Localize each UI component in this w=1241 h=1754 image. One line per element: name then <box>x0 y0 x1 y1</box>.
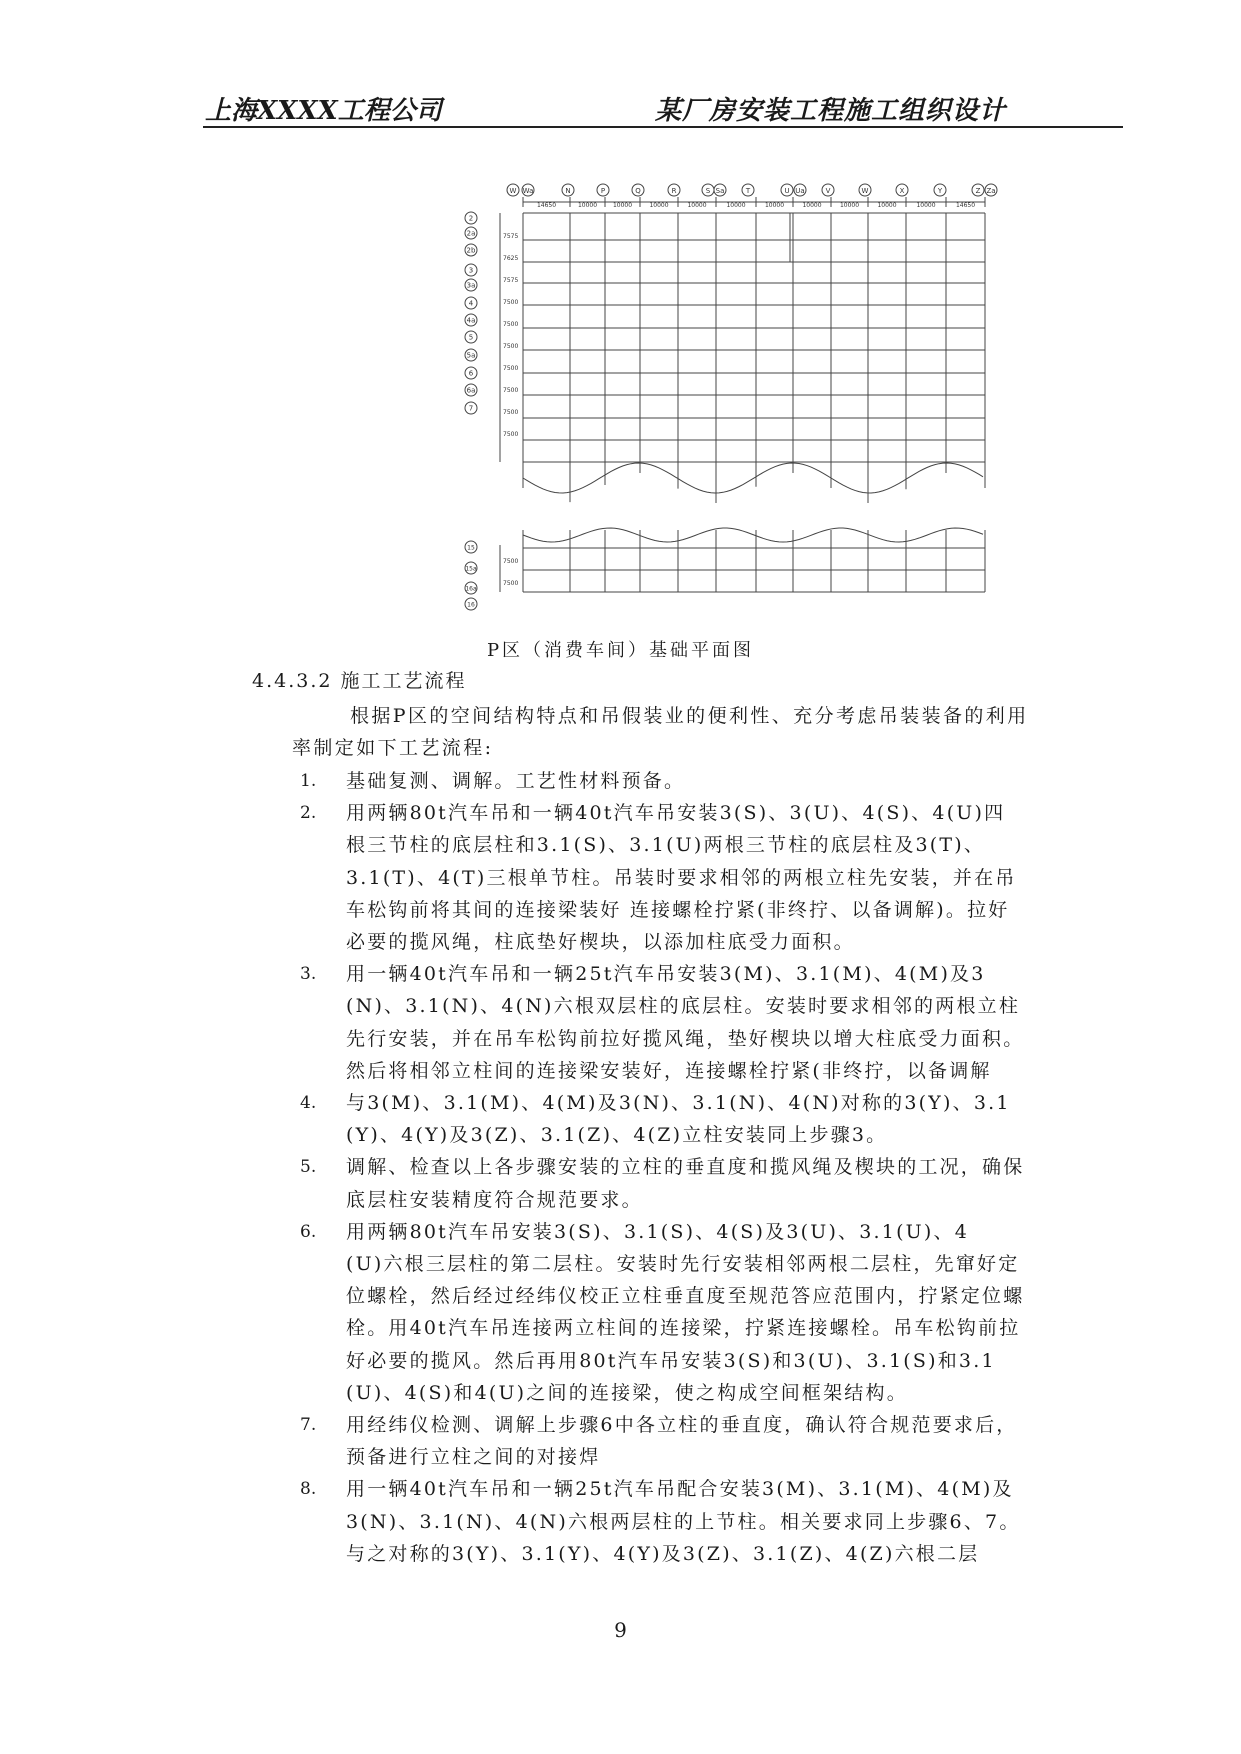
dimension-text: 7575 <box>503 277 519 284</box>
section-heading: 4.4.3.2 施工工艺流程 <box>252 670 467 692</box>
axis-label: Y <box>937 187 943 195</box>
axis-label: 5a <box>466 351 476 360</box>
step-line: 用一辆40t汽车吊和一辆25t汽车吊配合安装3(M)、3.1(M)、4(M)及 <box>346 1478 1014 1501</box>
axis-label: 15 <box>467 544 475 552</box>
step-item <box>300 765 1150 797</box>
step-line: 预备进行立柱之间的对接焊 <box>346 1446 601 1469</box>
step-number: 7. <box>300 1415 317 1436</box>
step-line: 位螺栓，然后经过经纬仪校正立柱垂直度至规范答应范围内，拧紧定位螺 <box>346 1285 1025 1308</box>
axis-label: S <box>705 187 711 195</box>
break-line <box>523 528 983 542</box>
axis-label: 7 <box>468 404 474 413</box>
dimension-text: 10000 <box>916 202 936 209</box>
step-number: 2. <box>300 803 317 824</box>
foundation-plan-drawing <box>0 0 1241 640</box>
axis-label: Q <box>635 187 641 195</box>
step-line: (Y)、4(Y)及3(Z)、3.1(Z)、4(Z)立柱安装同上步骤3。 <box>346 1124 888 1147</box>
axis-label: 6a <box>466 386 476 395</box>
axis-label: 2b <box>466 246 476 255</box>
dimension-text: 10000 <box>612 202 633 209</box>
axis-label: T <box>745 187 751 195</box>
step-line: 用一辆40t汽车吊和一辆25t汽车吊安装3(M)、3.1(M)、4(M)及3 <box>346 963 986 986</box>
axis-label: W <box>861 187 869 195</box>
break-line <box>523 463 983 493</box>
step-item <box>300 1151 1150 1215</box>
step-number: 1. <box>300 771 317 791</box>
step-line: 基础复测、调解。工艺性材料预备。 <box>346 770 686 792</box>
step-line: 与3(M)、3.1(M)、4(M)及3(N)、3.1(N)、4(N)对称的3(Y)、3.1 <box>346 1092 1011 1115</box>
step-line: 3(N)、3.1(N)、4(N)六根两层柱的上节柱。相关要求同上步骤6、7。 <box>346 1510 1021 1533</box>
step-line: 先行安装，并在吊车松钩前拉好揽风绳，垫好楔块以增大柱底受力面积。 <box>346 1027 1025 1050</box>
dimension-text: 7500 <box>503 431 519 438</box>
axis-label: 2a <box>466 229 476 238</box>
step-item <box>300 958 1150 1087</box>
axis-label: 4a <box>466 316 476 325</box>
dimension-text: 14650 <box>955 202 976 209</box>
step-line: 用两辆80t汽车吊安装3(S)、3.1(S)、4(S)及3(U)、3.1(U)、4 <box>346 1220 969 1243</box>
dimension-text: 10000 <box>764 202 785 209</box>
axis-label: Wa <box>522 187 534 195</box>
step-item <box>300 1216 1150 1409</box>
step-item <box>300 1087 1150 1151</box>
dimension-text: 7500 <box>503 409 519 416</box>
intro-line: 率制定如下工艺流程: <box>292 737 494 759</box>
section-intro <box>292 700 1124 764</box>
step-number: 8. <box>300 1479 317 1500</box>
dimension-text: 7500 <box>503 580 519 587</box>
dimension-text: 10000 <box>577 202 598 209</box>
dimension-text: 10000 <box>687 202 707 209</box>
step-line: (N)、3.1(N)、4(N)六根双层柱的底层柱。安装时要求相邻的两根立柱 <box>346 995 1021 1018</box>
axis-label: 4 <box>468 299 474 308</box>
step-number: 3. <box>300 964 317 985</box>
step-line: 根三节柱的底层柱和3.1(S)、3.1(U)两根三节柱的底层柱及3(T)、 <box>346 834 986 857</box>
axis-label: Ua <box>795 187 805 195</box>
axis-label: 3a <box>466 281 476 290</box>
step-item <box>300 1473 1150 1570</box>
dimension-text: 10000 <box>726 202 746 209</box>
axis-label: 16a <box>465 585 477 593</box>
step-line: 与之对称的3(Y)、3.1(Y)、4(Y)及3(Z)、3.1(Z)、4(Z)六根二层 <box>346 1542 980 1565</box>
axis-label: W <box>509 187 517 195</box>
process-steps <box>300 765 1150 1570</box>
step-line: (U)、4(S)和4(U)之间的连接梁，使之构成空间框架结构。 <box>346 1381 908 1404</box>
step-line: 调解、检查以上各步骤安装的立柱的垂直度和揽风绳及楔块的工况，确保 <box>346 1156 1025 1179</box>
axis-label: 15a <box>465 565 477 573</box>
intro-line: 根据P区的空间结构特点和吊假装业的便利性、充分考虑吊装装备的利用 <box>350 705 1029 727</box>
step-line: 底层柱安装精度符合规范要求。 <box>346 1188 643 1211</box>
axis-label: 6 <box>468 369 474 378</box>
step-line: (U)六根三层柱的第二层柱。安装时先行安装相邻两根二层柱，先窜好定 <box>346 1253 1020 1276</box>
axis-label: Z <box>975 187 981 195</box>
step-number: 5. <box>300 1157 317 1178</box>
dimension-text: 7500 <box>503 299 519 306</box>
dimension-text: 7500 <box>503 387 519 394</box>
axis-label: X <box>899 187 905 195</box>
step-line: 车松钩前将其间的连接梁装好 连接螺栓拧紧(非终拧、以备调解)。拉好 <box>346 898 1010 921</box>
dimension-text: 14650 <box>536 202 557 209</box>
step-line: 然后将相邻立柱间的连接梁安装好，连接螺栓拧紧(非终拧，以备调解 <box>346 1059 992 1082</box>
dimension-text: 7500 <box>503 365 519 372</box>
step-line: 用两辆80t汽车吊和一辆40t汽车吊安装3(S)、3(U)、4(S)、4(U)四 <box>346 802 1006 825</box>
dimension-text: 10000 <box>839 202 860 209</box>
axis-label: P <box>600 187 606 195</box>
document-title: 某厂房安装工程施工组织设计 <box>655 96 1007 126</box>
step-line: 必要的揽风绳，柱底垫好楔块，以添加柱底受力面积。 <box>346 931 855 954</box>
dimension-text: 10000 <box>877 202 897 209</box>
step-item <box>300 797 1150 958</box>
dimension-text: 10000 <box>802 202 822 209</box>
dimension-text: 7575 <box>503 233 519 240</box>
axis-label: U <box>784 187 790 195</box>
axis-label: 5 <box>468 333 474 342</box>
dimension-text: 7500 <box>503 343 519 350</box>
dimension-text: 7500 <box>503 558 519 565</box>
dimension-text: 7625 <box>503 255 519 262</box>
step-item <box>300 1409 1150 1473</box>
axis-label: 16 <box>467 601 475 609</box>
axis-label: 3 <box>468 266 474 275</box>
dimension-text: 7500 <box>503 321 519 328</box>
axis-label: Sa <box>715 187 725 195</box>
step-line: 栓。用40t汽车吊连接两立柱间的连接梁，拧紧连接螺栓。吊车松钩前拉 <box>346 1317 1021 1340</box>
figure-caption: P区（消费车间）基础平面图 <box>486 640 755 661</box>
axis-label: Za <box>986 187 996 195</box>
page-number: 9 <box>614 1618 627 1642</box>
step-line: 3.1(T)、4(T)三根单节柱。吊装时要求相邻的两根立柱先安装，并在吊 <box>346 866 1017 889</box>
company-name: 上海XXXX工程公司 <box>205 96 442 126</box>
axis-label: 2 <box>468 214 474 223</box>
axis-label: N <box>565 187 571 195</box>
dimension-text: 10000 <box>649 202 669 209</box>
step-number: 6. <box>300 1221 317 1242</box>
step-number: 4. <box>300 1093 317 1114</box>
step-line: 好必要的揽风。然后再用80t汽车吊安装3(S)和3(U)、3.1(S)和3.1 <box>346 1349 996 1372</box>
step-line: 用经纬仪检测、调解上步骤6中各立柱的垂直度，确认符合规范要求后， <box>346 1414 1018 1437</box>
axis-label: V <box>825 187 831 195</box>
axis-label: R <box>671 187 677 195</box>
